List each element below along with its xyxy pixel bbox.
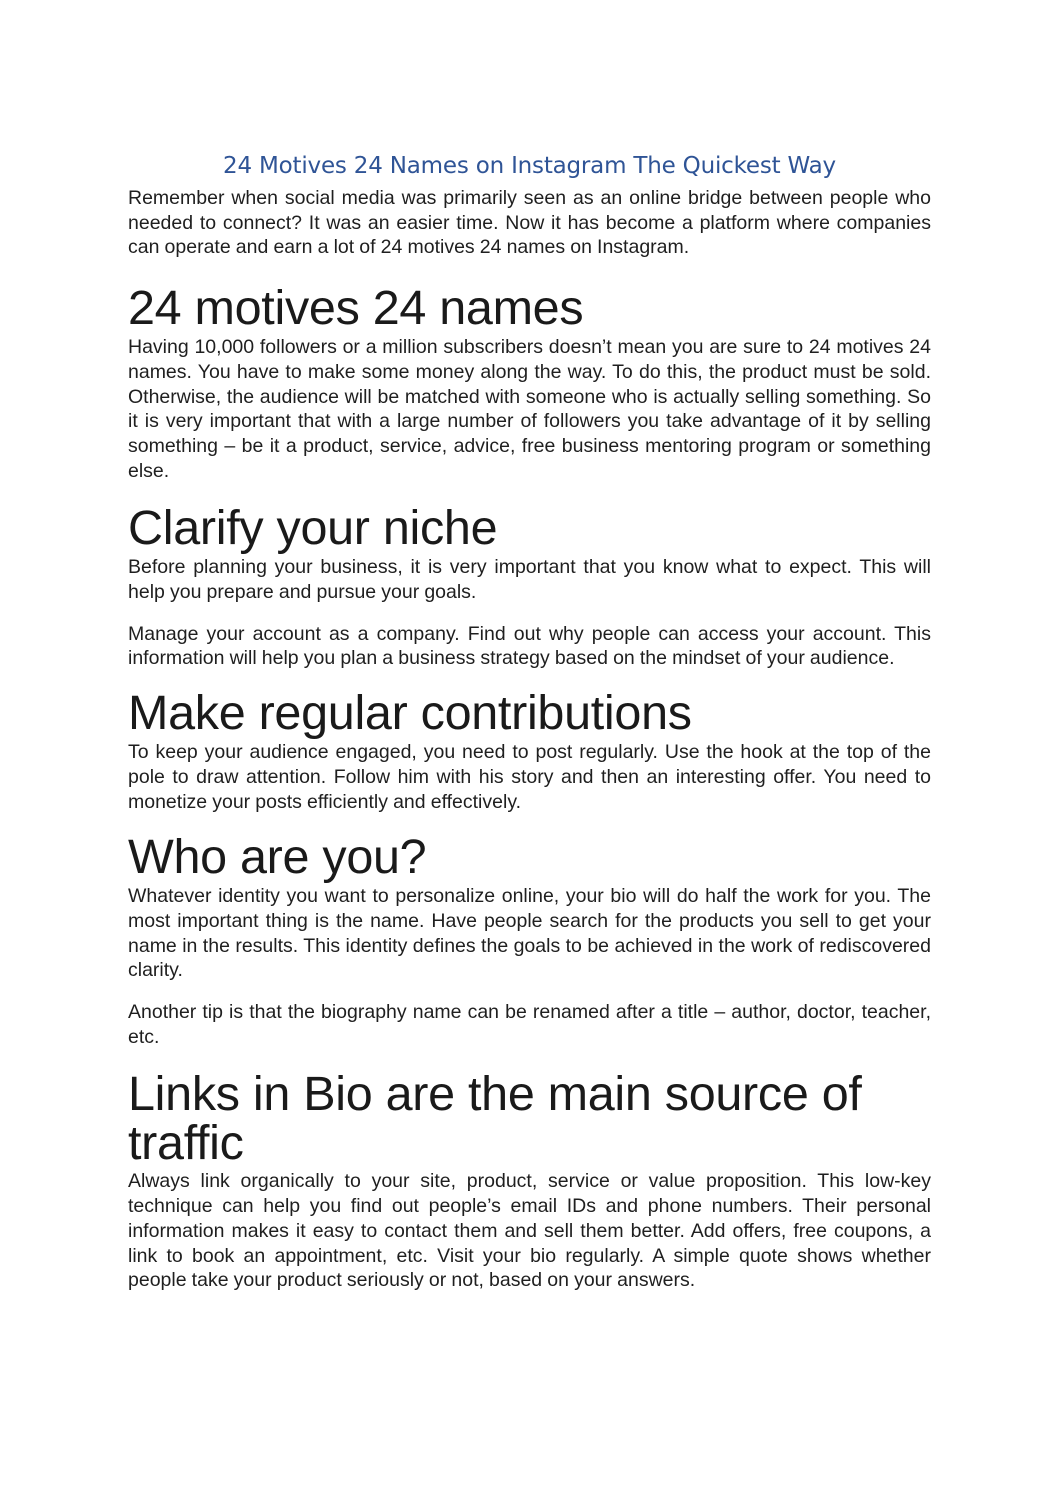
section-paragraph: Always link organically to your site, product, service or value proposition. This low-key technique can help you find out people’s email IDs and phone numbers. Their personal information makes it easy to contact them and sell them better. Add offers, free coupons, a link to book an appointment, etc. Visit your bio regularly. A simple quote shows whether people take your product seriously or not, based on your answers.	[128, 1170, 931, 1292]
section-heading: 24 motives 24 names	[128, 281, 584, 336]
document-page	[128, 150, 931, 1293]
section-paragraph: To keep your audience engaged, you need to post regularly. Use the hook at the top of the pole to draw attention. Follow him with his story and then an interesting offer. You need to monetize your posts efficiently and effectively.	[128, 741, 931, 813]
section-paragraph: Manage your account as a company. Find out why people can access your account. This information will help you plan a business strategy based on the mindset of your audience.	[128, 622, 931, 670]
intro-paragraph: Remember when social media was primarily seen as an online bridge between people who needed to connect? It was an easier time. Now it has become a platform where companies can operate and earn a lot of 24 motives 24 names on Instagram.	[128, 187, 931, 259]
section-heading: Make regular contributions	[128, 686, 692, 741]
section-heading: Clarify your niche	[128, 501, 498, 556]
section-clarify-niche	[128, 502, 931, 671]
section-24-motives	[128, 282, 931, 483]
section-links-in-bio	[128, 1067, 931, 1293]
section-paragraph: Before planning your business, it is very important that you know what to expect. This will help you prepare and pursue your goals.	[128, 556, 931, 604]
section-regular-contributions	[128, 687, 931, 814]
section-who-are-you	[128, 831, 931, 1049]
section-heading: Links in Bio are the main source of traffic	[128, 1067, 862, 1171]
section-paragraph: Having 10,000 followers or a million subscribers doesn’t mean you are sure to 24 motives 24 names. You have to make some money along the way. To do this, the product must be sold. Otherwise, the audience will be matched with someone who is actually selling something. So it is very important that with a large number of followers you take advantage of it by selling something – be it a product, service, advice, free business mentoring program or something else.	[128, 336, 931, 482]
document-title: 24 Motives 24 Names on Instagram The Quickest Way	[223, 153, 836, 179]
section-heading: Who are you?	[128, 830, 427, 885]
section-paragraph: Whatever identity you want to personalize online, your bio will do half the work for you. The most important thing is the name. Have people search for the products you sell to get your name in the results. This identity defines the goals to be achieved in the work of rediscovered clarity.	[128, 885, 931, 982]
section-paragraph: Another tip is that the biography name can be renamed after a title – author, doctor, teacher, etc.	[128, 1001, 931, 1048]
